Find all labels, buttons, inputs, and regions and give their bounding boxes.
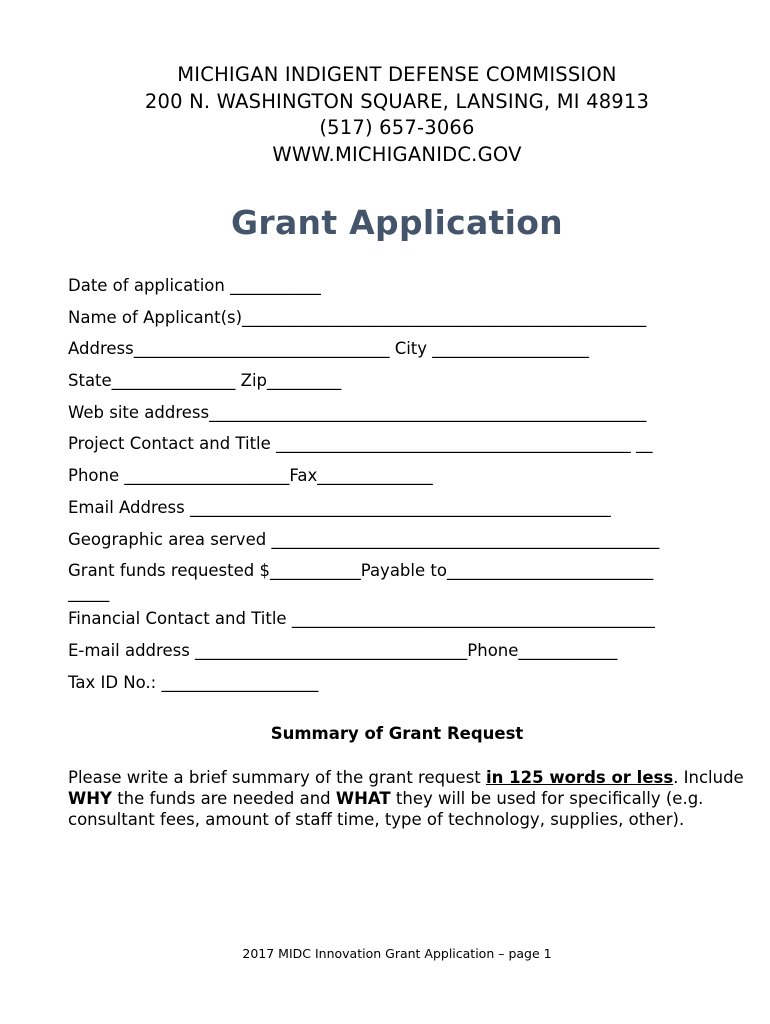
org-address: 200 N. WASHINGTON SQUARE, LANSING, MI 48913 xyxy=(144,89,650,113)
field-name-of-applicant: Name of Applicant(s)_________________________________________________ xyxy=(68,307,647,327)
why-emphasis: WHY xyxy=(68,789,112,808)
field-grant-funds-continuation: _____ xyxy=(68,583,110,603)
org-phone: (517) 657-3066 xyxy=(319,116,475,139)
field-project-contact: Project Contact and Title ___________________________________________ __ xyxy=(68,434,653,454)
org-name: MICHIGAN INDIGENT DEFENSE COMMISSION xyxy=(177,63,617,86)
summary-text-part: they will be used for specifically (e.g. consultant fees, amount of staff time, type of technology, supplies, other). xyxy=(68,789,704,829)
summary-text-part: Please write a brief summary of the grant request xyxy=(68,768,487,787)
summary-text-part: the funds are needed and xyxy=(111,789,336,808)
summary-instructions xyxy=(68,767,748,830)
application-fields xyxy=(68,274,748,702)
field-state-zip: State_______________ Zip_________ xyxy=(68,371,342,391)
word-limit-emphasis: in 125 words or less xyxy=(486,768,674,787)
letterhead xyxy=(0,62,770,168)
field-phone-fax: Phone ____________________Fax______________ xyxy=(68,466,433,486)
field-address-city: Address_______________________________ City ___________________ xyxy=(68,339,590,359)
field-tax-id: Tax ID No.: ___________________ xyxy=(68,672,319,692)
summary-heading: Summary of Grant Request xyxy=(270,724,524,743)
field-financial-contact: Financial Contact and Title ____________________________________________ xyxy=(68,609,655,629)
field-email-address: Email Address ___________________________________________________ xyxy=(68,497,611,517)
summary-text-part: . Include xyxy=(673,768,744,787)
org-website: WWW.MICHIGANIDC.GOV xyxy=(272,142,522,166)
page-footer: 2017 MIDC Innovation Grant Application – page 1 xyxy=(242,946,552,961)
field-grant-funds-requested: Grant funds requested $___________Payable to_________________________ xyxy=(68,561,654,581)
field-web-site: Web site address_____________________________________________________ xyxy=(68,402,647,422)
what-emphasis: WHAT xyxy=(335,789,391,808)
field-email-phone: E-mail address _________________________________Phone____________ xyxy=(68,640,618,660)
page-title: Grant Application xyxy=(231,203,563,242)
field-geographic-area: Geographic area served _______________________________________________ xyxy=(68,529,660,549)
field-date-of-application: Date of application ___________ xyxy=(68,276,321,295)
